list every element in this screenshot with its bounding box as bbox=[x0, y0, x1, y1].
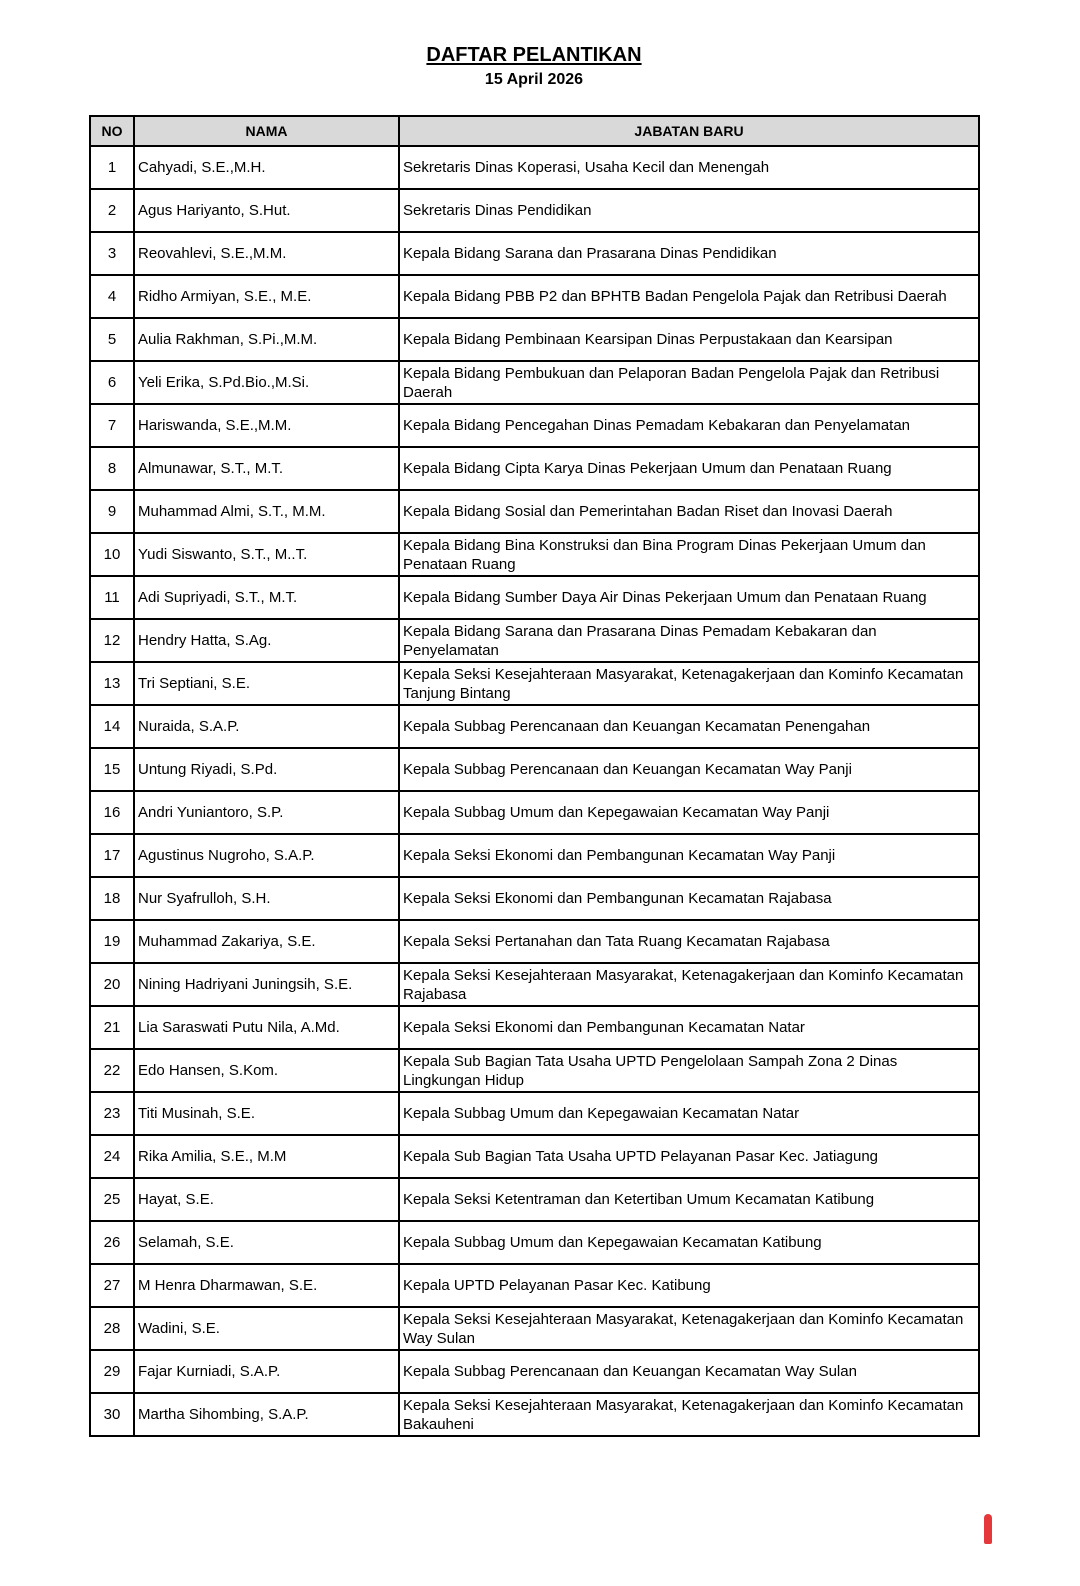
table-row bbox=[90, 447, 979, 490]
cell-nama: Nuraida, S.A.P. bbox=[134, 705, 399, 748]
cell-no: 20 bbox=[90, 963, 134, 1006]
cell-jabatan: Kepala Bidang Cipta Karya Dinas Pekerjaan Umum dan Penataan Ruang bbox=[399, 447, 979, 490]
table-row bbox=[90, 1350, 979, 1393]
cell-jabatan: Kepala Subbag Perencanaan dan Keuangan Kecamatan Way Panji bbox=[399, 748, 979, 791]
table-row bbox=[90, 791, 979, 834]
cell-no: 9 bbox=[90, 490, 134, 533]
header-jabatan: JABATAN BARU bbox=[399, 116, 979, 146]
table-row bbox=[90, 361, 979, 404]
cell-jabatan: Kepala Seksi Ekonomi dan Pembangunan Kecamatan Rajabasa bbox=[399, 877, 979, 920]
table-row bbox=[90, 748, 979, 791]
cell-nama: Hayat, S.E. bbox=[134, 1178, 399, 1221]
cell-no: 21 bbox=[90, 1006, 134, 1049]
cell-jabatan: Kepala Seksi Pertanahan dan Tata Ruang Kecamatan Rajabasa bbox=[399, 920, 979, 963]
cell-nama: Edo Hansen, S.Kom. bbox=[134, 1049, 399, 1092]
cell-no: 17 bbox=[90, 834, 134, 877]
cell-jabatan: Kepala Subbag Umum dan Kepegawaian Kecamatan Natar bbox=[399, 1092, 979, 1135]
cell-nama: Nur Syafrulloh, S.H. bbox=[134, 877, 399, 920]
cell-nama: Rika Amilia, S.E., M.M bbox=[134, 1135, 399, 1178]
cell-no: 19 bbox=[90, 920, 134, 963]
document-title bbox=[0, 44, 1068, 67]
cell-nama: Agustinus Nugroho, S.A.P. bbox=[134, 834, 399, 877]
cell-no: 26 bbox=[90, 1221, 134, 1264]
cell-jabatan: Kepala Subbag Perencanaan dan Keuangan Kecamatan Penengahan bbox=[399, 705, 979, 748]
cell-jabatan: Kepala Seksi Ekonomi dan Pembangunan Kecamatan Natar bbox=[399, 1006, 979, 1049]
cell-nama: Ridho Armiyan, S.E., M.E. bbox=[134, 275, 399, 318]
cell-no: 6 bbox=[90, 361, 134, 404]
header-no: NO bbox=[90, 116, 134, 146]
cell-jabatan: Kepala Subbag Umum dan Kepegawaian Kecamatan Katibung bbox=[399, 1221, 979, 1264]
cell-jabatan: Kepala Seksi Kesejahteraan Masyarakat, Ketenagakerjaan dan Kominfo Kecamatan Bakauheni bbox=[399, 1393, 979, 1436]
cell-jabatan: Kepala UPTD Pelayanan Pasar Kec. Katibung bbox=[399, 1264, 979, 1307]
table-row bbox=[90, 834, 979, 877]
cell-nama: Selamah, S.E. bbox=[134, 1221, 399, 1264]
cell-nama: Nining Hadriyani Juningsih, S.E. bbox=[134, 963, 399, 1006]
cell-no: 29 bbox=[90, 1350, 134, 1393]
cell-jabatan: Kepala Bidang Sumber Daya Air Dinas Pekerjaan Umum dan Penataan Ruang bbox=[399, 576, 979, 619]
document-date: 15 April 2026 bbox=[484, 71, 584, 88]
cell-nama: Tri Septiani, S.E. bbox=[134, 662, 399, 705]
cell-nama: Andri Yuniantoro, S.P. bbox=[134, 791, 399, 834]
table-row bbox=[90, 619, 979, 662]
cell-no: 28 bbox=[90, 1307, 134, 1350]
cell-jabatan: Kepala Bidang Bina Konstruksi dan Bina Program Dinas Pekerjaan Umum dan Penataan Ruang bbox=[399, 533, 979, 576]
cell-no: 25 bbox=[90, 1178, 134, 1221]
cell-no: 4 bbox=[90, 275, 134, 318]
cell-jabatan: Kepala Subbag Perencanaan dan Keuangan Kecamatan Way Sulan bbox=[399, 1350, 979, 1393]
cell-no: 8 bbox=[90, 447, 134, 490]
cell-jabatan: Kepala Bidang Sarana dan Prasarana Dinas Pemadam Kebakaran dan Penyelamatan bbox=[399, 619, 979, 662]
cell-no: 16 bbox=[90, 791, 134, 834]
cell-jabatan: Kepala Seksi Kesejahteraan Masyarakat, Ketenagakerjaan dan Kominfo Kecamatan Rajabasa bbox=[399, 963, 979, 1006]
cell-no: 18 bbox=[90, 877, 134, 920]
table-row bbox=[90, 275, 979, 318]
cell-nama: Almunawar, S.T., M.T. bbox=[134, 447, 399, 490]
table-row bbox=[90, 1049, 979, 1092]
cell-jabatan: Kepala Bidang Sarana dan Prasarana Dinas Pendidikan bbox=[399, 232, 979, 275]
table-row bbox=[90, 877, 979, 920]
cell-nama: Muhammad Almi, S.T., M.M. bbox=[134, 490, 399, 533]
cell-no: 22 bbox=[90, 1049, 134, 1092]
table-row bbox=[90, 232, 979, 275]
cell-jabatan: Kepala Subbag Umum dan Kepegawaian Kecamatan Way Panji bbox=[399, 791, 979, 834]
cell-no: 7 bbox=[90, 404, 134, 447]
table-row bbox=[90, 1178, 979, 1221]
cell-jabatan: Kepala Bidang Pembinaan Kearsipan Dinas Perpustakaan dan Kearsipan bbox=[399, 318, 979, 361]
cell-no: 11 bbox=[90, 576, 134, 619]
cell-nama: Hendry Hatta, S.Ag. bbox=[134, 619, 399, 662]
table-row bbox=[90, 662, 979, 705]
cell-jabatan: Kepala Sub Bagian Tata Usaha UPTD Pengelolaan Sampah Zona 2 Dinas Lingkungan Hidup bbox=[399, 1049, 979, 1092]
cell-nama: Titi Musinah, S.E. bbox=[134, 1092, 399, 1135]
appointment-table bbox=[89, 115, 980, 1437]
table-row bbox=[90, 1307, 979, 1350]
cell-no: 12 bbox=[90, 619, 134, 662]
cell-jabatan: Kepala Seksi Kesejahteraan Masyarakat, Ketenagakerjaan dan Kominfo Kecamatan Way Sulan bbox=[399, 1307, 979, 1350]
table-row bbox=[90, 1393, 979, 1436]
cell-no: 24 bbox=[90, 1135, 134, 1178]
cell-nama: Adi Supriyadi, S.T., M.T. bbox=[134, 576, 399, 619]
cell-no: 5 bbox=[90, 318, 134, 361]
table-row bbox=[90, 533, 979, 576]
cell-no: 10 bbox=[90, 533, 134, 576]
cell-no: 13 bbox=[90, 662, 134, 705]
cell-nama: Yudi Siswanto, S.T., M..T. bbox=[134, 533, 399, 576]
cell-jabatan: Sekretaris Dinas Pendidikan bbox=[399, 189, 979, 232]
table-row bbox=[90, 1006, 979, 1049]
table-row bbox=[90, 705, 979, 748]
cell-no: 1 bbox=[90, 146, 134, 189]
cell-nama: M Henra Dharmawan, S.E. bbox=[134, 1264, 399, 1307]
table-row bbox=[90, 576, 979, 619]
cell-nama: Reovahlevi, S.E.,M.M. bbox=[134, 232, 399, 275]
cell-jabatan: Kepala Seksi Ketentraman dan Ketertiban Umum Kecamatan Katibung bbox=[399, 1178, 979, 1221]
table-row bbox=[90, 920, 979, 963]
cell-no: 3 bbox=[90, 232, 134, 275]
cell-no: 15 bbox=[90, 748, 134, 791]
cell-nama: Agus Hariyanto, S.Hut. bbox=[134, 189, 399, 232]
cell-jabatan: Kepala Sub Bagian Tata Usaha UPTD Pelayanan Pasar Kec. Jatiagung bbox=[399, 1135, 979, 1178]
cell-no: 23 bbox=[90, 1092, 134, 1135]
cell-nama: Yeli Erika, S.Pd.Bio.,M.Si. bbox=[134, 361, 399, 404]
cell-nama: Wadini, S.E. bbox=[134, 1307, 399, 1350]
cell-jabatan: Kepala Bidang Sosial dan Pemerintahan Badan Riset dan Inovasi Daerah bbox=[399, 490, 979, 533]
cell-nama: Fajar Kurniadi, S.A.P. bbox=[134, 1350, 399, 1393]
cell-no: 14 bbox=[90, 705, 134, 748]
cell-jabatan: Kepala Bidang PBB P2 dan BPHTB Badan Pengelola Pajak dan Retribusi Daerah bbox=[399, 275, 979, 318]
table-row bbox=[90, 1264, 979, 1307]
cell-nama: Aulia Rakhman, S.Pi.,M.M. bbox=[134, 318, 399, 361]
table-row bbox=[90, 146, 979, 189]
table-row bbox=[90, 318, 979, 361]
cell-jabatan: Sekretaris Dinas Koperasi, Usaha Kecil dan Menengah bbox=[399, 146, 979, 189]
cell-nama: Untung Riyadi, S.Pd. bbox=[134, 748, 399, 791]
table-row bbox=[90, 963, 979, 1006]
cell-nama: Cahyadi, S.E.,M.H. bbox=[134, 146, 399, 189]
cell-nama: Hariswanda, S.E.,M.M. bbox=[134, 404, 399, 447]
table-row bbox=[90, 1135, 979, 1178]
table-row bbox=[90, 490, 979, 533]
document-title-text: DAFTAR PELANTIKAN bbox=[426, 44, 642, 66]
table-header-row bbox=[90, 116, 979, 146]
cell-no: 2 bbox=[90, 189, 134, 232]
scroll-indicator[interactable] bbox=[984, 1514, 992, 1544]
cell-jabatan: Kepala Bidang Pembukuan dan Pelaporan Badan Pengelola Pajak dan Retribusi Daerah bbox=[399, 361, 979, 404]
cell-no: 27 bbox=[90, 1264, 134, 1307]
header-nama: NAMA bbox=[134, 116, 399, 146]
table-row bbox=[90, 1221, 979, 1264]
cell-jabatan: Kepala Seksi Ekonomi dan Pembangunan Kecamatan Way Panji bbox=[399, 834, 979, 877]
cell-jabatan: Kepala Seksi Kesejahteraan Masyarakat, Ketenagakerjaan dan Kominfo Kecamatan Tanjung Bintang bbox=[399, 662, 979, 705]
table-row bbox=[90, 1092, 979, 1135]
cell-jabatan: Kepala Bidang Pencegahan Dinas Pemadam Kebakaran dan Penyelamatan bbox=[399, 404, 979, 447]
table-row bbox=[90, 189, 979, 232]
cell-nama: Muhammad Zakariya, S.E. bbox=[134, 920, 399, 963]
table-row bbox=[90, 404, 979, 447]
cell-nama: Martha Sihombing, S.A.P. bbox=[134, 1393, 399, 1436]
cell-nama: Lia Saraswati Putu Nila, A.Md. bbox=[134, 1006, 399, 1049]
cell-no: 30 bbox=[90, 1393, 134, 1436]
